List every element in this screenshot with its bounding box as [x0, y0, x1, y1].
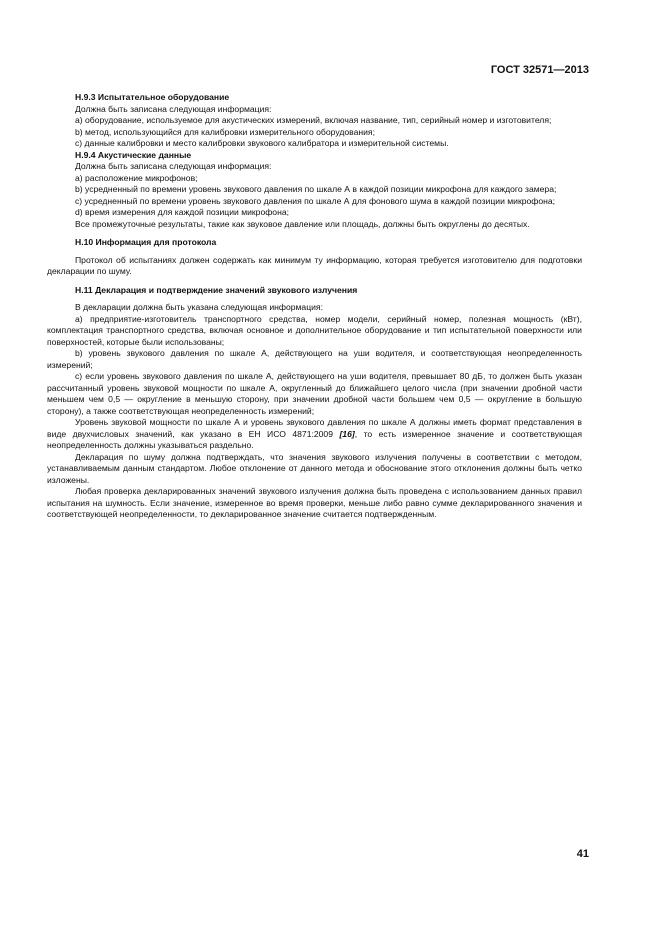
paragraph: с) данные калибровки и место калибровки звукового калибратора и измерительной системы. — [75, 138, 449, 148]
paragraph: Все промежуточные результаты, такие как звуковое давление или площадь, должны быть округлены до десятых. — [75, 218, 530, 229]
document-code: ГОСТ 32571—2013 — [490, 64, 589, 76]
paragraph: В декларации должна быть указана следующая информация: — [75, 302, 323, 312]
page-content — [47, 92, 582, 521]
section-title-h93: H.9.3 Испытательное оборудование — [75, 92, 230, 102]
paragraph: Протокол об испытаниях должен содержать как минимум ту информацию, которая требуется изготовителю для подготовки декларации по шуму. — [47, 254, 582, 276]
paragraph: Декларация по шуму должна подтверждать, что значения звукового излучения получены в соответствии с методом, устанавливаемым данным стандартом. Любое отклонение от данного метода и обоснование этого отклонения должны быть четко изложены. — [47, 451, 582, 485]
section-title-h10: H.10 Информация для протокола — [75, 237, 217, 247]
paragraph: Должна быть записана следующая информация: — [75, 103, 272, 114]
section-title-h94: H.9.4 Акустические данные — [75, 149, 192, 160]
paragraph: b) уровень звукового давления по шкале А, действующего на уши водителя, и соответствующая неопределенность измерений; — [47, 348, 582, 370]
paragraph: Любая проверка декларированных значений звукового излучения должна быть проведена с использованием данных правил испытания на шумность. Если значение, измеренное во время проверки, меньше либо равно сумме декларированного значения и соответствующей неопределенности, то декларированное значение считается подтвержденным. — [47, 486, 582, 519]
paragraph: с) если уровень звукового давления по шкале А, действующего на уши водителя, превышает 80 дБ, то должен быть указан рассчитанный уровень звуковой мощности по шкале А, округленный до ближайшего целого числа (при значении дробной части меньшем чем 0,5 — округление в меньшую сторону, при значении дробной части большем чем 0,5 — округление в большую сторону), а также соответствующая неопределенность измерений; — [47, 371, 582, 416]
paragraph: с) усредненный по времени уровень звукового давления по шкале А для фонового шума в каждой позиции микрофона; — [75, 195, 556, 206]
paragraph: d) время измерения для каждой позиции микрофона; — [75, 207, 289, 217]
paragraph: b) метод, использующийся для калибровки измерительного оборудования; — [75, 126, 375, 137]
paragraph: а) расположение микрофонов; — [75, 172, 198, 183]
text-fragment: Уровень звуковой мощности по шкале А и уровень звукового давления по шкале А должны иметь формат представления в виде двухчисловых значений, как указано в ЕН ИСО 4871:2009 — [47, 417, 582, 439]
paragraph: а) оборудование, используемое для акустических измерений, включая название, тип, серийный номер и изготовителя; — [75, 115, 552, 125]
text-fragment: , то есть измеренное значение и соответствующая неопределенность должны указываться раздельно. — [47, 428, 582, 450]
section-title-h11: H.11 Декларация и подтверждение значений звукового излучения — [75, 284, 358, 295]
paragraph: b) усредненный по времени уровень звукового давления по шкале А в каждой позиции микрофона для каждого замера; — [75, 184, 557, 194]
paragraph: а) предприятие-изготовитель транспортного средства, номер модели, серийный номер, полезная мощность (кВт), комплектация транспортного средства, включая основное и дополнительное оборудование и тип испытательной поверхности или поверхностей, которые были использованы; — [47, 313, 582, 347]
paragraph-with-reference — [47, 417, 582, 452]
page-number: 41 — [576, 848, 589, 860]
paragraph: Должна быть записана следующая информация: — [75, 161, 272, 171]
bibliography-reference: [16] — [339, 428, 355, 439]
